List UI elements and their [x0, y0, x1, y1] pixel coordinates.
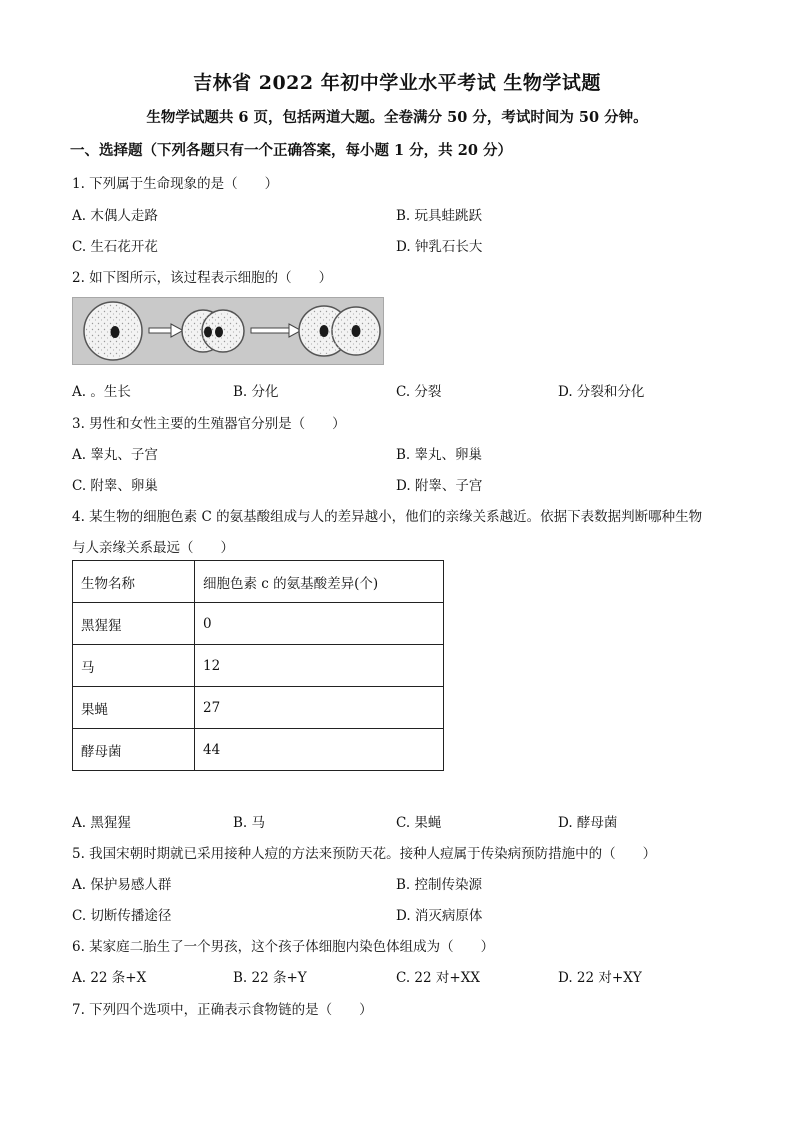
- question-2-stem: 2. 如下图所示，该过程表示细胞的（ ）: [72, 270, 333, 286]
- cell-division-diagram: [73, 298, 383, 364]
- table-cell: 0: [195, 603, 444, 645]
- q3-option-c: C. 附睾、卵巢: [72, 478, 158, 494]
- q1-option-c: C. 生石花开花: [72, 239, 158, 255]
- table-cell: 马: [73, 645, 195, 687]
- arrow-icon: [251, 324, 301, 337]
- q5-option-d: D. 消灭病原体: [396, 908, 483, 924]
- q1-option-a: A. 木偶人走路: [72, 208, 158, 224]
- question-4-stem-line1: 4. 某生物的细胞色素 C 的氨基酸组成与人的差异越小，他们的亲缘关系越近。依据下表数据判断哪种生物: [72, 509, 703, 525]
- question-6-stem: 6. 某家庭二胎生了一个男孩，这个孩子体细胞内染色体组成为（ ）: [72, 939, 495, 955]
- arrow-icon: [149, 324, 183, 337]
- question-5-stem: 5. 我国宋朝时期就已采用接种人痘的方法来预防天花。接种人痘属于传染病预防措施中的（ ）: [72, 846, 657, 862]
- q2-option-b: B. 分化: [233, 384, 279, 400]
- page-title: 吉林省 2022 年初中学业水平考试 生物学试题: [193, 72, 601, 94]
- question-1-stem: 1. 下列属于生命现象的是（ ）: [72, 176, 279, 192]
- daughter-cells: [299, 306, 380, 356]
- table-cell: 27: [195, 687, 444, 729]
- section-heading: 一、选择题（下列各题只有一个正确答案，每小题 1 分，共 20 分）: [70, 142, 512, 159]
- exam-info: 生物学试题共 6 页，包括两道大题。全卷满分 50 分，考试时间为 50 分钟。: [146, 109, 648, 126]
- amino-acid-table: [72, 560, 444, 771]
- q4-option-a: A. 黑猩猩: [72, 815, 131, 831]
- q3-option-d: D. 附睾、子宫: [396, 478, 483, 494]
- table-row: [73, 687, 444, 729]
- q5-option-c: C. 切断传播途径: [72, 908, 172, 924]
- question-7-stem: 7. 下列四个选项中，正确表示食物链的是（ ）: [72, 1002, 373, 1018]
- q2-option-d: D. 分裂和分化: [558, 384, 645, 400]
- q5-option-b: B. 控制传染源: [396, 877, 483, 893]
- table-row: [73, 645, 444, 687]
- q2-option-c: C. 分裂: [396, 384, 442, 400]
- table-row: [73, 729, 444, 771]
- table-header-cell: 生物名称: [73, 561, 195, 603]
- question-3-stem: 3. 男性和女性主要的生殖器官分别是（ ）: [72, 416, 346, 432]
- q6-option-c: C. 22 对+XX: [396, 970, 480, 986]
- cell-division-figure: [72, 297, 384, 365]
- table-row: [73, 603, 444, 645]
- table-header-cell: 细胞色素 c 的氨基酸差异(个): [195, 561, 444, 603]
- q2-option-a: A. 。生长: [72, 384, 131, 400]
- table-header-row: [73, 561, 444, 603]
- q6-option-b: B. 22 条+Y: [233, 970, 307, 986]
- q4-option-d: D. 酵母菌: [558, 815, 618, 831]
- q5-option-a: A. 保护易感人群: [72, 877, 172, 893]
- table-cell: 果蝇: [73, 687, 195, 729]
- q1-option-b: B. 玩具蛙跳跃: [396, 208, 483, 224]
- q3-option-b: B. 睾丸、卵巢: [396, 447, 483, 463]
- q6-option-a: A. 22 条+X: [72, 970, 147, 986]
- q4-option-c: C. 果蝇: [396, 815, 442, 831]
- table-cell: 44: [195, 729, 444, 771]
- table-cell: 黑猩猩: [73, 603, 195, 645]
- question-4-stem-line2: 与人亲缘关系最远（ ）: [72, 540, 234, 556]
- q3-option-a: A. 睾丸、子宫: [72, 447, 158, 463]
- q6-option-d: D. 22 对+XY: [558, 970, 642, 986]
- table-cell: 酵母菌: [73, 729, 195, 771]
- table-cell: 12: [195, 645, 444, 687]
- q1-option-d: D. 钟乳石长大: [396, 239, 483, 255]
- single-cell: [84, 302, 142, 360]
- q4-option-b: B. 马: [233, 815, 266, 831]
- dividing-cell: [182, 310, 244, 352]
